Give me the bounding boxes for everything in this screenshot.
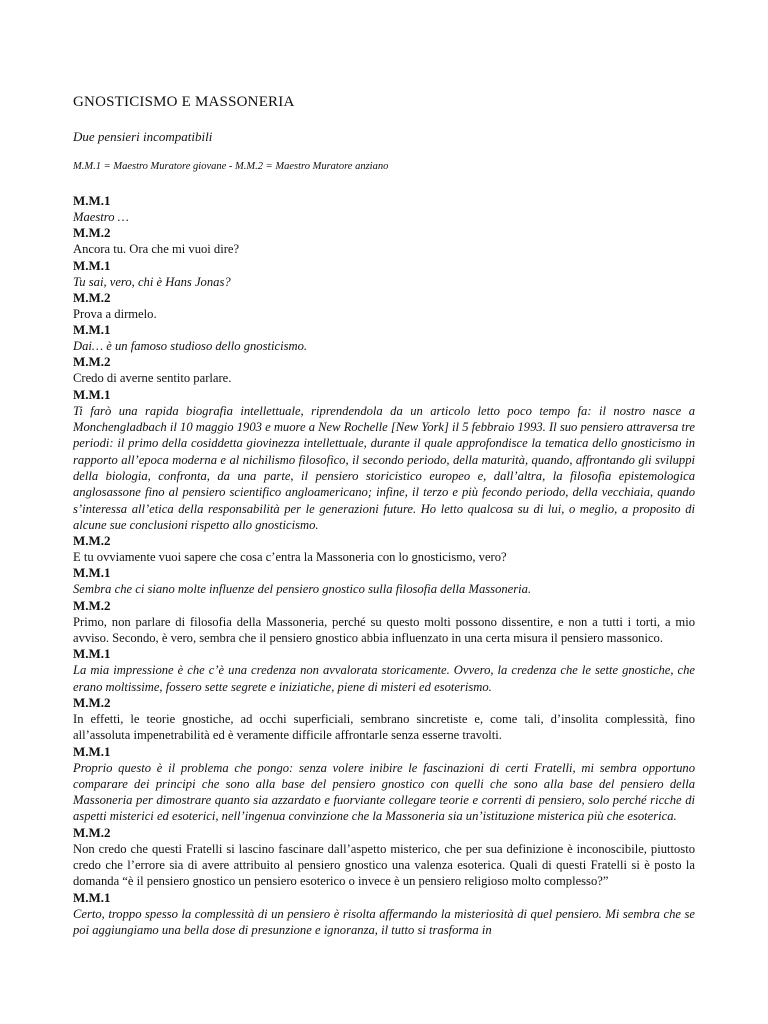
speech-text: Sembra che ci siano molte influenze del pensiero gnostico sulla filosofia della Massoneria. (73, 582, 532, 597)
dialogue-turn (73, 225, 695, 257)
speech-text: Credo di averne sentito parlare. (73, 371, 232, 386)
speaker-legend: M.M.1 = Maestro Muratore giovane - M.M.2 = Maestro Muratore anziano (73, 161, 389, 172)
speaker-label: M.M.2 (73, 289, 111, 305)
dialogue-turn (73, 695, 695, 744)
speaker-label: M.M.2 (73, 694, 111, 710)
speaker-label: M.M.1 (73, 257, 111, 273)
speech-text: Prova a dirmelo. (73, 306, 157, 321)
speech-text: Primo, non parlare di filosofia della Massoneria, perché su questo molti possono dissentire, e non a tutti i torti, a mio avviso. Secondo, è vero, sembra che il pensiero gnostico abbia influenzato in una certa misura il pensiero massonico. (73, 614, 695, 646)
speech-text: In effetti, le teorie gnostiche, ad occhi superficiali, sembrano sincretiste e, come tali, d’insolita complessità, fino all’assoluta impenetrabilità ed è veramente difficile affrontarle senza esserne travolti. (73, 711, 695, 743)
dialogue-turn (73, 825, 695, 890)
dialogue-turn (73, 744, 695, 825)
dialogue-turn (73, 258, 695, 290)
dialogue-turn (73, 193, 695, 225)
dialogue-turn (73, 533, 695, 565)
speaker-label: M.M.1 (73, 565, 111, 581)
speaker-label: M.M.2 (73, 533, 111, 549)
dialogue-turn (73, 387, 695, 533)
dialogue-turn (73, 290, 695, 322)
dialogue-turn (73, 598, 695, 647)
dialogue (73, 193, 695, 938)
dialogue-turn (73, 565, 695, 597)
dialogue-turn (73, 646, 695, 695)
speaker-label: M.M.1 (73, 743, 111, 759)
speaker-label: M.M.2 (73, 597, 111, 613)
speech-text: Dai… è un famoso studioso dello gnosticismo. (73, 339, 308, 354)
dialogue-turn (73, 890, 695, 939)
speaker-label: M.M.1 (73, 193, 111, 208)
dialogue-turn (73, 354, 695, 386)
speaker-label: M.M.2 (73, 225, 111, 241)
speaker-label: M.M.1 (73, 646, 111, 662)
speaker-label: M.M.2 (73, 824, 111, 840)
speaker-label: M.M.2 (73, 354, 111, 370)
speech-text: Proprio questo è il problema che pongo: senza volere inibire le fascinazioni di certi Fratelli, mi sembra opportuno comparare dei principi che sono alla base del pensiero gnostico con quelli che sono alla base del pensiero della Massoneria per dimostrare quanto sia azzardato e fuorviante collegare teorie e correnti di pensiero, solo perché ricche di aspetti misterici ed esoterici, nell’ingenua convinzione che la Massoneria sia un’istituzione misterica più che esoterica. (73, 760, 695, 824)
speech-text: Ancora tu. Ora che mi vuoi dire? (73, 242, 240, 257)
speech-text: Tu sai, vero, chi è Hans Jonas? (73, 274, 231, 289)
speaker-label: M.M.1 (73, 322, 111, 338)
speech-text: Non credo che questi Fratelli si lascino fascinare dall’aspetto misterico, che per sua definizione è inconoscibile, piuttosto credo che l’errore sia di avere attribuito al pensiero gnostico una valenza esoterica. Quali di questi Fratelli si è posto la domanda “è il pensiero gnostico un pensiero esoterico o invece è un pensiero religioso molto complesso?” (73, 841, 695, 889)
speech-text: Certo, troppo spesso la complessità di un pensiero è risolta affermando la misteriosità di quel pensiero. Mi sembra che se poi aggiungiamo una bella dose di presunzione e ignoranza, il tutto si trasforma in (73, 906, 695, 937)
speech-text: Ti farò una rapida biografia intellettuale, riprendendola da un articolo letto poco tempo fa: il nostro nasce a Monchengladbach il 10 maggio 1903 e muore a New Rochelle [New York] il 5 febbraio 1993. Il suo pensiero attraversa tre periodi: il primo della cosiddetta giovinezza intellettuale, durante il quale approfondisce la tematica dello gnosticismo in rapporto all’epoca moderna e al nichilismo filosofico, il secondo periodo, della maturità, quando, affrontando gli sviluppi della biologia, confronta, da una parte, il pensiero storicistico europeo e, dall’altra, la filosofia epistemologica anglosassone fino al pensiero scientifico angloamericano; infine, il terzo e più fecondo periodo, della vecchiaia, quando s’interessa all’etica della responsabilità per le generazioni future. Ho letto qualcosa su di lui, o meglio, a proposito di alcune sue conclusioni rispetto allo gnosticismo. (73, 403, 695, 532)
speech-text: La mia impressione è che c’è una credenza non avvalorata storicamente. Ovvero, la credenza che le sette gnostiche, che erano moltissime, fossero sette segrete e iniziatiche, piene di misteri ed esoterismo. (73, 663, 695, 694)
document-title: GNOSTICISMO E MASSONERIA (73, 94, 295, 110)
document-body (73, 92, 695, 938)
speaker-label: M.M.1 (73, 386, 111, 402)
speaker-label: M.M.1 (73, 889, 111, 905)
speech-text: Maestro … (73, 210, 129, 224)
speech-text: E tu ovviamente vuoi sapere che cosa c’entra la Massoneria con lo gnosticismo, vero? (73, 550, 507, 565)
dialogue-turn (73, 322, 695, 354)
document-subtitle: Due pensieri incompatibili (73, 129, 213, 144)
